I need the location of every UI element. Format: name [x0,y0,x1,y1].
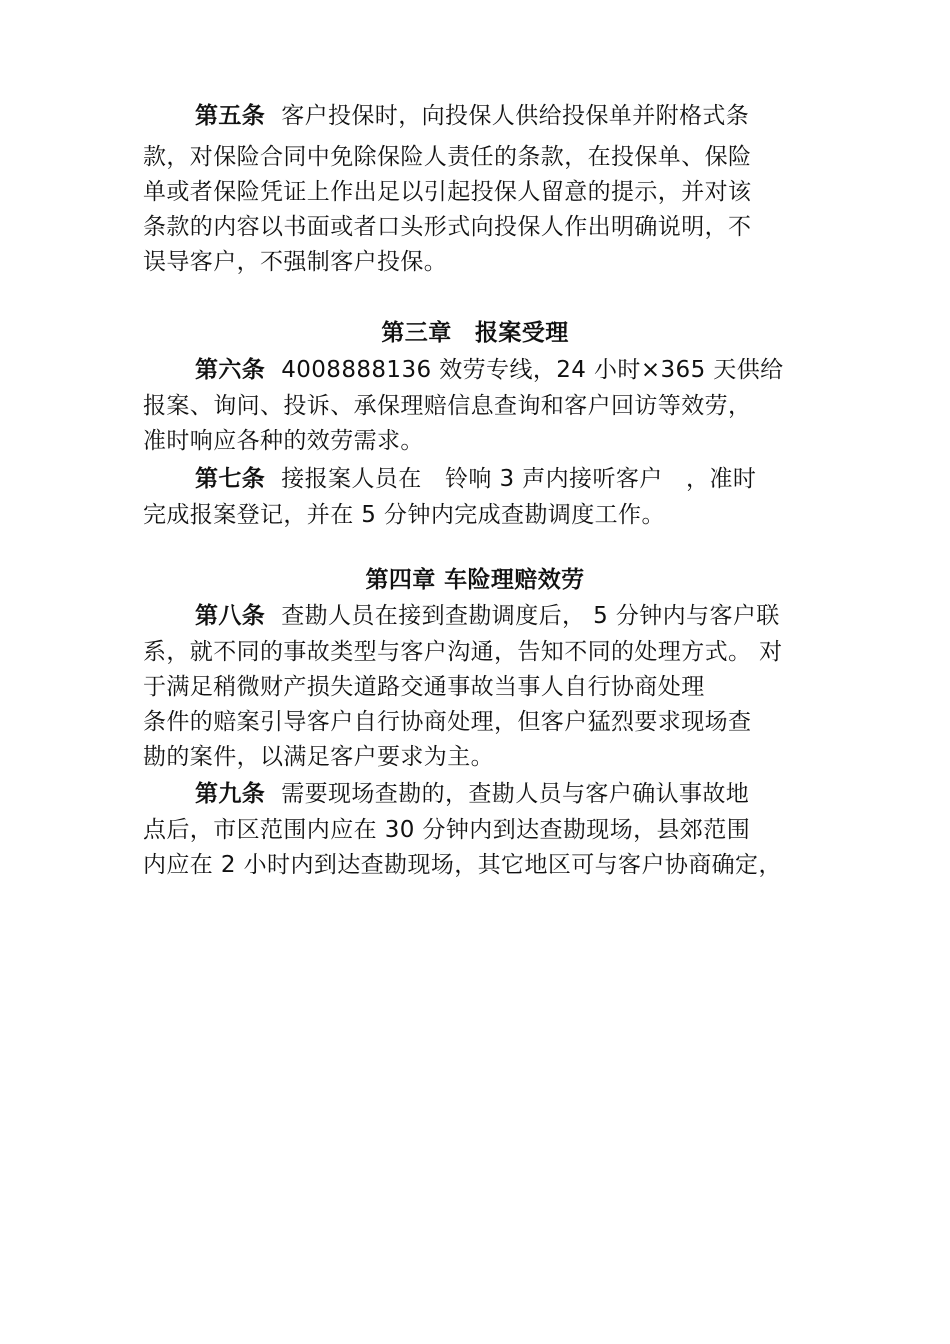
article-6-text-line-1: 4008888136 效劳专线，24 小时×365 天供给 [281,357,784,383]
article-6-label: 第六条 [195,357,266,383]
article-9-text-line-1: 需要现场查勘的，查勘人员与客户确认事故地 [281,781,750,807]
article-7-text-line-1: 接报案人员在 铃响 3 声内接听客户 ，准时 [281,466,757,492]
article-7-text-line-2: 完成报案登记，并在 5 分钟内完成查勘调度工作。 [143,502,665,528]
article-5-text-line-4: 条款的内容以书面或者口头形式向投保人作出明确说明，不 [143,214,752,240]
article-5-label: 第五条 [195,103,266,129]
article-8-text-line-1: 查勘人员在接到查勘调度后， 5 分钟内与客户联 [281,603,780,629]
article-5-first-line [195,101,749,131]
article-8-first-line [195,601,780,631]
article-6-text-line-3: 准时响应各种的效劳需求。 [143,428,424,454]
article-8-text-line-3: 于满足稍微财产损失道路交通事故当事人自行协商处理 [143,674,705,700]
article-8-text-line-4: 条件的赔案引导客户自行协商处理，但客户猛烈要求现场查 [143,709,752,735]
article-5-text-line-3: 单或者保险凭证上作出足以引起投保人留意的提示，并对该 [143,179,752,205]
article-9-text-line-3: 内应在 2 小时内到达查勘现场，其它地区可与客户协商确定， [143,852,782,878]
article-6-text-line-2: 报案、询问、投诉、承保理赔信息查询和客户回访等效劳， [143,393,752,419]
article-9-first-line [195,779,749,809]
article-7-first-line [195,464,756,494]
article-8-text-line-2: 系，就不同的事故类型与客户沟通，告知不同的处理方式。 对 [143,639,783,665]
chapter-4-heading: 第四章 车险理赔效劳 [365,567,585,593]
article-5-text-line-1: 客户投保时，向投保人供给投保单并附格式条 [281,103,750,129]
chapter-3-heading: 第三章 报案受理 [381,320,569,346]
article-9-label: 第九条 [195,781,266,807]
article-8-text-line-5: 勘的案件，以满足客户要求为主。 [143,744,494,770]
article-6-first-line [195,355,784,385]
article-9-text-line-2: 点后，市区范围内应在 30 分钟内到达查勘现场，县郊范围 [143,817,751,843]
article-8-label: 第八条 [195,603,266,629]
article-5-text-line-2: 款，对保险合同中免除保险人责任的条款，在投保单、保险 [143,144,752,170]
article-7-label: 第七条 [195,466,266,492]
article-5-text-line-5: 误导客户，不强制客户投保。 [143,249,448,275]
